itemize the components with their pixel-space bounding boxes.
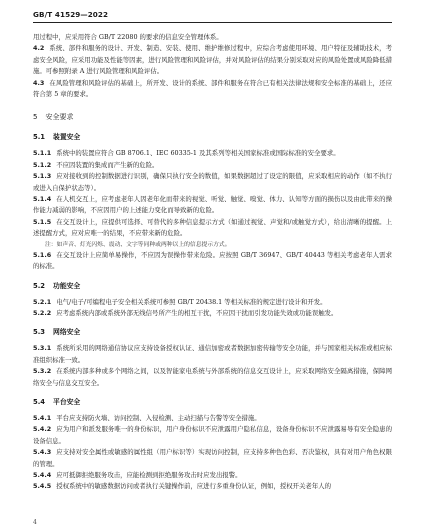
clause-paragraph — [33, 194, 392, 217]
clause-paragraph — [33, 413, 392, 424]
clause-number: 5.4.4 — [33, 470, 52, 479]
clause-number: 5.4.3 — [33, 448, 52, 457]
clause-number: 5.2.1 — [33, 297, 52, 306]
chapter-heading — [33, 112, 392, 123]
clause-number: 5.3 — [33, 328, 46, 337]
clause-text: 应可抵御拒绝服务攻击，应能检测到拒绝服务攻击时应发出报警。 — [56, 470, 242, 479]
clause-number: 5.1.5 — [33, 217, 52, 226]
clause-number: 5 — [33, 113, 38, 122]
clause-text: 授权系统中的敏感数据访问或者执行关键操作前，应进行多重身份认证，例如，授权开关老年人的 — [56, 482, 331, 491]
section-heading — [33, 397, 392, 408]
clause-text: 应考虑系统内部或系统外部无线信号所产生的相互干扰，不应因干扰而引发功能失效或功能误触发。 — [56, 308, 338, 317]
clause-number: 5.1.6 — [33, 250, 52, 259]
clause-paragraph — [33, 148, 392, 159]
header-rule — [33, 22, 392, 23]
clause-paragraph — [33, 424, 392, 447]
clause-text: 平台安全 — [53, 397, 81, 406]
clause-text: 系统中的装置应符合 GB 8706.1、IEC 60335-1 及其系列等相关国家标准或国际标准的安全要求。 — [56, 149, 340, 158]
clause-text: 应对接收到的控制数据进行识别，确保只执行安全的数值，如果数据超过了设定的限值，应采取相应的动作（如不执行或进入自保护状态等）。 — [33, 172, 392, 192]
clause-text: 不应因装置的集成而产生新的危险。 — [56, 160, 159, 169]
clause-paragraph — [33, 366, 392, 389]
section-heading — [33, 132, 392, 143]
clause-text: 安全要求 — [45, 113, 74, 122]
clause-paragraph — [33, 43, 392, 77]
clause-text: 电气/电子/可编程电子安全相关系统可参照 GB/T 20438.1 等相关标准的规定进行设计和开发。 — [56, 297, 327, 306]
clause-number: 4.3 — [33, 78, 45, 87]
clause-text: 系统、部件和服务的设计、开发、制造、安装、使用、维护维修过程中，应综合考虑使用环境、用户特征及辅助技术，考虑安全风险，应采用功能及性能等因素，进行风险管理和风险评估，并对风险评估的结果分别采取对应的风险处置或风险降低措施。可参照附录 A 进行风险管理和风险评估。 — [33, 44, 392, 76]
clause-text: 平台应支持防火墙、访问控制、入侵检测、主动扫描与告警等安全措施。 — [56, 413, 261, 422]
clause-number: 5.4.2 — [33, 425, 52, 434]
clause-text: 在风险管理和风险评估的基础上，所开发、设计的系统、部件和服务在符合已有相关法律法规和安全标准的基础上，还应符合第 5 章的要求。 — [33, 78, 392, 99]
clause-paragraph — [33, 481, 392, 492]
clause-text: 在人机交互上，应考虑老年人因老年化而带来的视觉、听觉、触觉、嗅觉、体力、认知等方面的损伤以及由此带来的操作能力减弱的影响，不应因用户的上述能力变化而导致新的危险。 — [33, 195, 392, 215]
clause-paragraph — [33, 470, 392, 481]
clause-paragraph — [33, 78, 392, 101]
clause-text: 功能安全 — [53, 281, 81, 290]
clause-number: 5.2.2 — [33, 308, 52, 317]
clause-paragraph — [33, 447, 392, 470]
clause-number: 5.1.4 — [33, 195, 52, 204]
clause-number: 5.1.1 — [33, 149, 52, 158]
clause-number: 5.1 — [33, 133, 46, 142]
clause-paragraph — [33, 343, 392, 366]
section-heading — [33, 327, 392, 338]
note — [45, 240, 392, 250]
clause-paragraph — [33, 171, 392, 194]
clause-number: 5.2 — [33, 281, 46, 290]
clause-paragraph — [33, 297, 392, 308]
clause-text: 系统所采用的网络通信协议应支持设备授权认证、通信加密或者数据加密传输等安全功能，并与国家相关标准或相应标准组织标准一致。 — [33, 344, 392, 364]
clause-text: 应支持对安全属性或敏感的属性组（用户标识等）实现访问控制，应支持多种色色彩、否决鉴权，具有对用户角色权限的管理。 — [33, 448, 392, 468]
clause-paragraph — [33, 217, 392, 240]
clause-paragraph — [33, 250, 392, 273]
clause-number: 5.1.2 — [33, 160, 52, 169]
clause-text: 注：如声音、灯光闪烁、震动、文字等同种或两种以上的信息提示方式。 — [45, 241, 231, 248]
clause-text: 网络安全 — [53, 328, 81, 337]
clause-paragraph — [33, 308, 392, 319]
page-number: 4 — [33, 519, 37, 526]
clause-text: 在系统内部多种或多个网络之间，以及智能家电系统与外部系统的信息交互设计上，应采取网络安全隔离措施，保障网络安全与信息交互安全。 — [33, 367, 392, 387]
clause-number: 5.4.5 — [33, 482, 52, 491]
clause-number: 5.4 — [33, 397, 46, 406]
clause-text: 在交互设计上，应提供可选择、可替代的多种信息提示方式（如通过视觉、声觉和/或触觉方式），给出清晰的提醒。上述提醒方式，应对应唯一的结果，不应带来新的危险。 — [33, 217, 392, 238]
clause-number: 5.3.2 — [33, 367, 52, 376]
clause-number: 5.1.3 — [33, 172, 52, 181]
clause-number: 4.2 — [33, 44, 45, 53]
clause-text: 在交互设计上应简单易操作，不应因为误操作带来危险。应按照 GB/T 36947、GB/T 40443 等相关考虑老年人需求的标准。 — [33, 250, 392, 271]
clause-number: 5.3.1 — [33, 344, 52, 353]
standard-code: GB/T 41529—2022 — [33, 10, 109, 19]
clause-text: 用过程中，应采用符合 GB/T 22080 的要求的信息安全管理体系。 — [33, 33, 223, 41]
clause-paragraph — [33, 32, 392, 43]
clause-paragraph — [33, 160, 392, 171]
clause-number: 5.4.1 — [33, 413, 52, 422]
section-heading — [33, 281, 392, 292]
clause-text: 应为用户和派发服务唯一的身份标识，用户身份标识不应泄露用户隐私信息，设备身份标识不应泄露易导有安全隐患的设备信息。 — [33, 425, 392, 445]
document-body — [33, 32, 392, 493]
clause-text: 装置安全 — [53, 133, 81, 142]
